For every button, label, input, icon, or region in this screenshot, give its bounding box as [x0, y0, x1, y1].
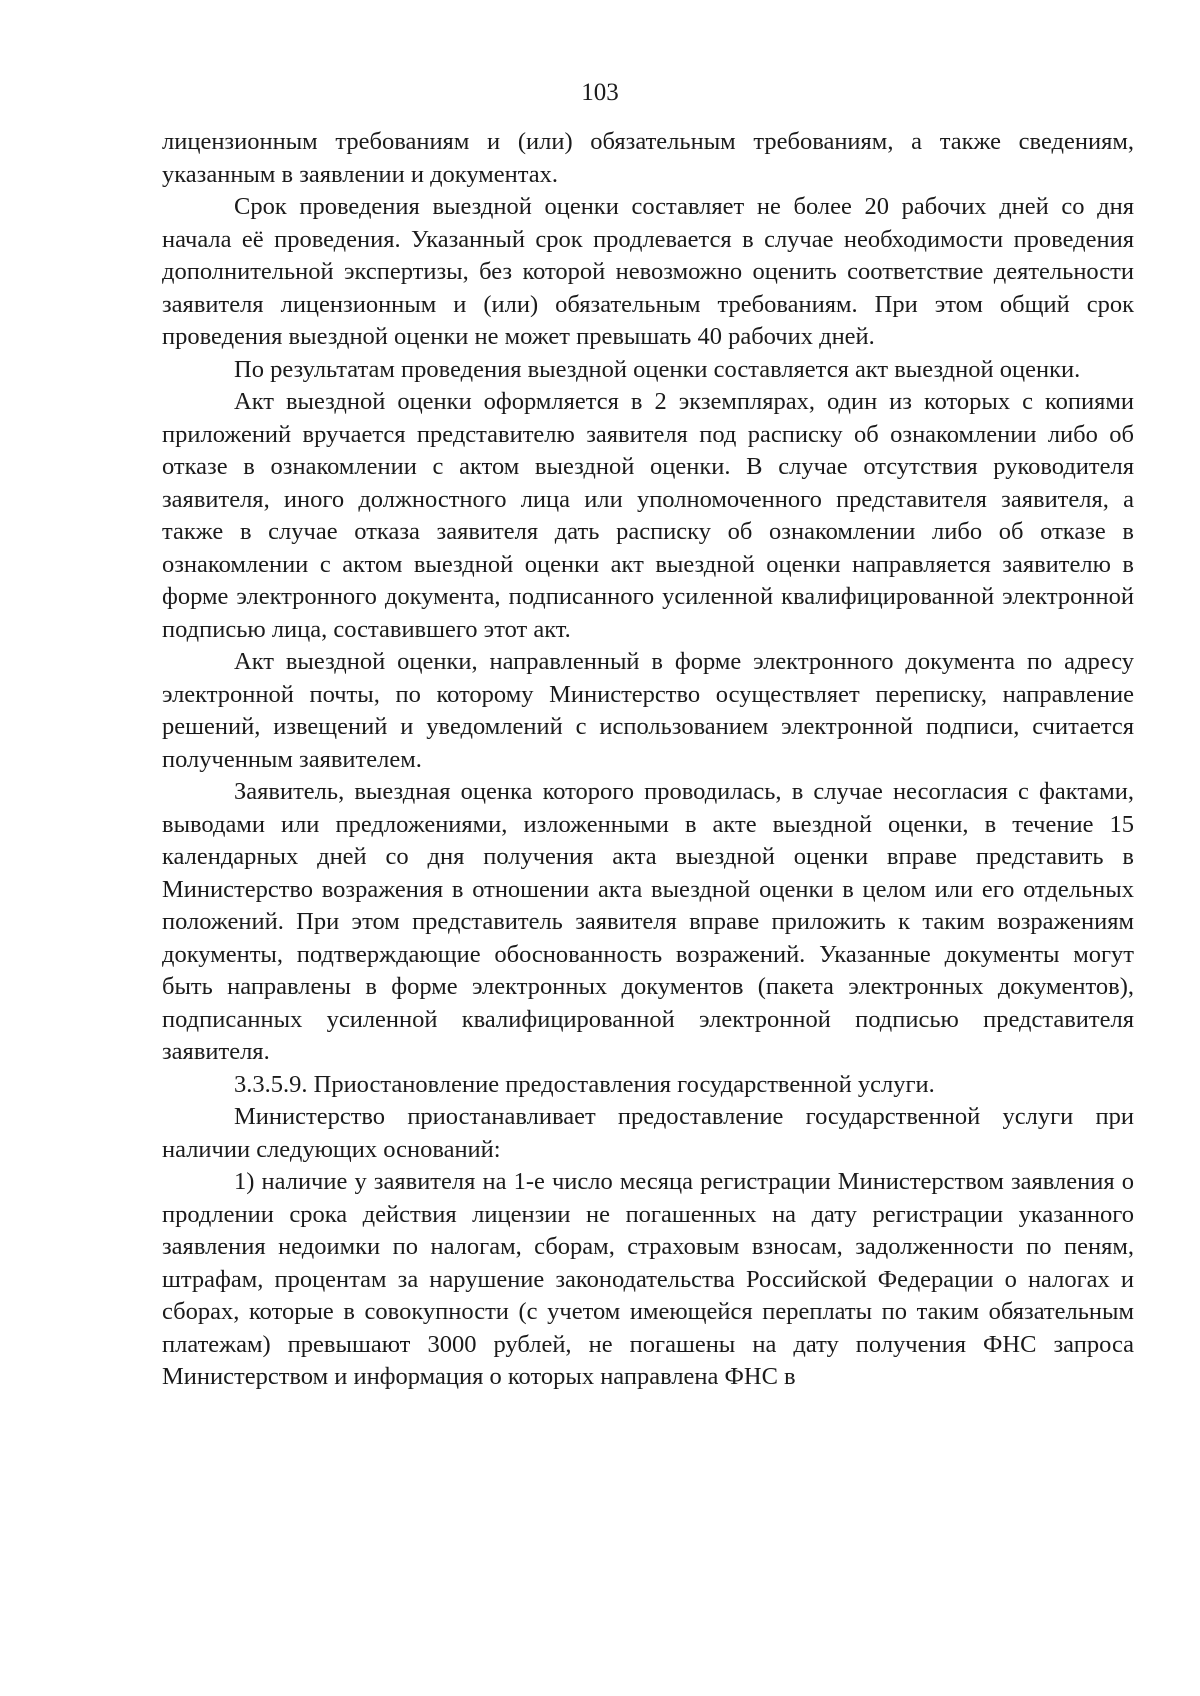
- paragraph-continuation: лицензионным требованиям и (или) обязательным требованиям, а также сведениям, указанным в заявлении и документах.: [162, 128, 1134, 188]
- page-number: 103: [581, 79, 619, 106]
- paragraph-electronic-act: Акт выездной оценки, направленный в форме электронного документа по адресу электронной почты, по которому Министерство осуществляет переписку, направление решений, извещений и уведомлений с использованием электронной подписи, считается полученным заявителем.: [162, 648, 1134, 773]
- paragraph-suspension-intro: Министерство приостанавливает предоставление государственной услуги при наличии следующих оснований:: [162, 1103, 1134, 1163]
- paragraph-assessment-term: Срок проведения выездной оценки составляет не более 20 рабочих дней со дня начала её проведения. Указанный срок продлевается в случае необходимости проведения дополнительной экспертизы, без которой невозможно оценить соответствие деятельности заявителя лицензионным и (или) обязательным требованиям. При этом общий срок проведения выездной оценки не может превышать 40 рабочих дней.: [162, 193, 1134, 350]
- paragraph-act-copies: Акт выездной оценки оформляется в 2 экземплярах, один из которых с копиями приложений вручается представителю заявителя под расписку об ознакомлении либо об отказе в ознакомлении с актом выездной оценки. В случае отсутствия руководителя заявителя, иного должностного лица или уполномоченного представителя заявителя, а также в случае отказа заявителя дать расписку об ознакомлении либо об отказе в ознакомлении с актом выездной оценки акт выездной оценки направляется заявителю в форме электронного документа, подписанного усиленной квалифицированной электронной подписью лица, составившего этот акт.: [162, 388, 1134, 643]
- document-body: [162, 126, 1134, 1394]
- paragraph-assessment-act: По результатам проведения выездной оценки составляется акт выездной оценки.: [234, 355, 1081, 383]
- paragraph-suspension-item-1: 1) наличие у заявителя на 1-е число месяца регистрации Министерством заявления о продлении срока действия лицензии не погашенных на дату регистрации указанного заявления недоимки по налогам, сборам, страховым взносам, задолженности по пеням, штрафам, процентам за нарушение законодательства Российской Федерации о налогах и сборах, которые в совокупности (с учетом имеющейся переплаты по таким обязательным платежам) превышают 3000 рублей, не погашены на дату получения ФНС запроса Министерством и информация о которых направлена ФНС в: [162, 1168, 1134, 1390]
- section-heading: 3.3.5.9. Приостановление предоставления государственной услуги.: [234, 1070, 935, 1098]
- paragraph-objections: Заявитель, выездная оценка которого проводилась, в случае несогласия с фактами, выводами или предложениями, изложенными в акте выездной оценки, в течение 15 календарных дней со дня получения акта выездной оценки вправе представить в Министерство возражения в отношении акта выездной оценки в целом или его отдельных положений. При этом представитель заявителя вправе приложить к таким возражениям документы, подтверждающие обоснованность возражений. Указанные документы могут быть направлены в форме электронных документов (пакета электронных документов), подписанных усиленной квалифицированной электронной подписью представителя заявителя.: [162, 778, 1134, 1065]
